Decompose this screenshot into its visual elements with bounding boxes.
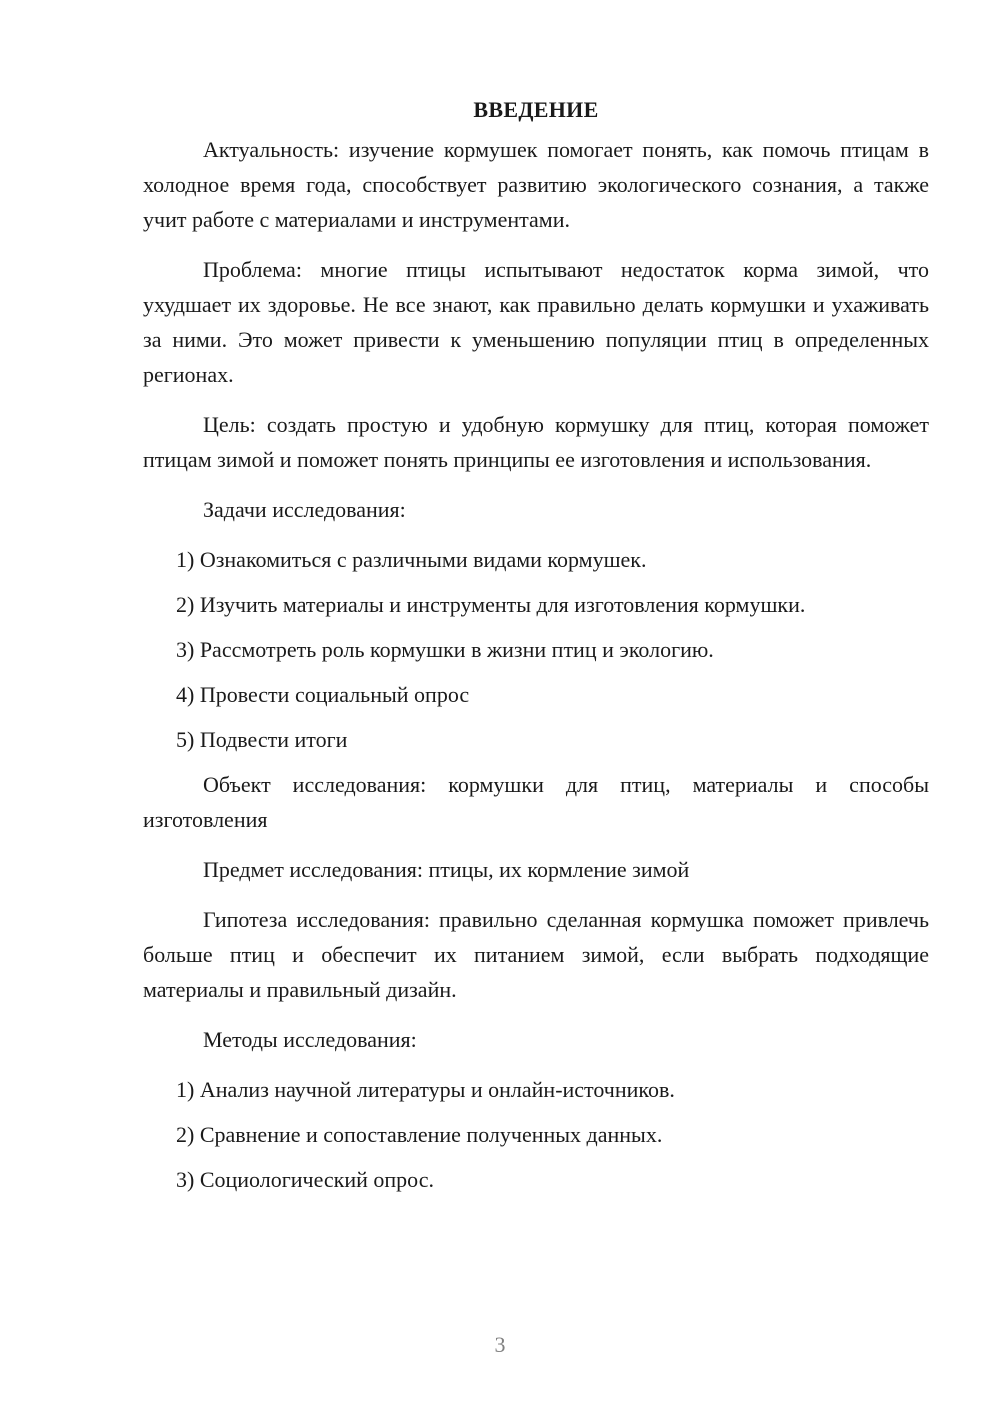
subject-paragraph: Предмет исследования: птицы, их кормление зимой — [203, 857, 690, 882]
list-item: 5) Подвести итоги — [176, 727, 348, 752]
tasks-heading: Задачи исследования: — [203, 497, 406, 522]
list-item: 4) Провести социальный опрос — [176, 682, 470, 707]
relevance-paragraph: Актуальность: изучение кормушек помогает понять, как помочь птицам в холодное время года, способствует развитию экологического сознания, а также учит работе с материалами и инструментами. — [143, 137, 929, 232]
methods-list — [143, 1072, 929, 1197]
page-number: 3 — [494, 1332, 506, 1357]
list-item: 1) Анализ научной литературы и онлайн-источников. — [176, 1077, 675, 1102]
problem-paragraph: Проблема: многие птицы испытывают недостаток корма зимой, что ухудшает их здоровье. Не все знают, как правильно делать кормушки и ухаживать за ними. Это может привести к уменьшению популяции птиц в определенных регионах. — [143, 257, 929, 387]
list-item: 2) Изучить материалы и инструменты для изготовления кормушки. — [176, 592, 806, 617]
page-title: ВВЕДЕНИЕ — [473, 97, 599, 122]
document-content — [143, 92, 929, 1207]
goal-paragraph: Цель: создать простую и удобную кормушку для птиц, которая поможет птицам зимой и поможет понять принципы ее изготовления и использования. — [143, 412, 929, 472]
object-paragraph: Объект исследования: кормушки для птиц, материалы и способы изготовления — [143, 772, 929, 832]
list-item: 3) Социологический опрос. — [176, 1167, 434, 1192]
hypothesis-paragraph: Гипотеза исследования: правильно сделанная кормушка поможет привлечь больше птиц и обеспечит их питанием зимой, если выбрать подходящие материалы и правильный дизайн. — [143, 907, 929, 1002]
list-item: 2) Сравнение и сопоставление полученных данных. — [176, 1122, 663, 1147]
list-item: 1) Ознакомиться с различными видами кормушек. — [176, 547, 647, 572]
list-item: 3) Рассмотреть роль кормушки в жизни птиц и экологию. — [176, 637, 714, 662]
tasks-list — [143, 542, 929, 757]
methods-heading: Методы исследования: — [203, 1027, 417, 1052]
